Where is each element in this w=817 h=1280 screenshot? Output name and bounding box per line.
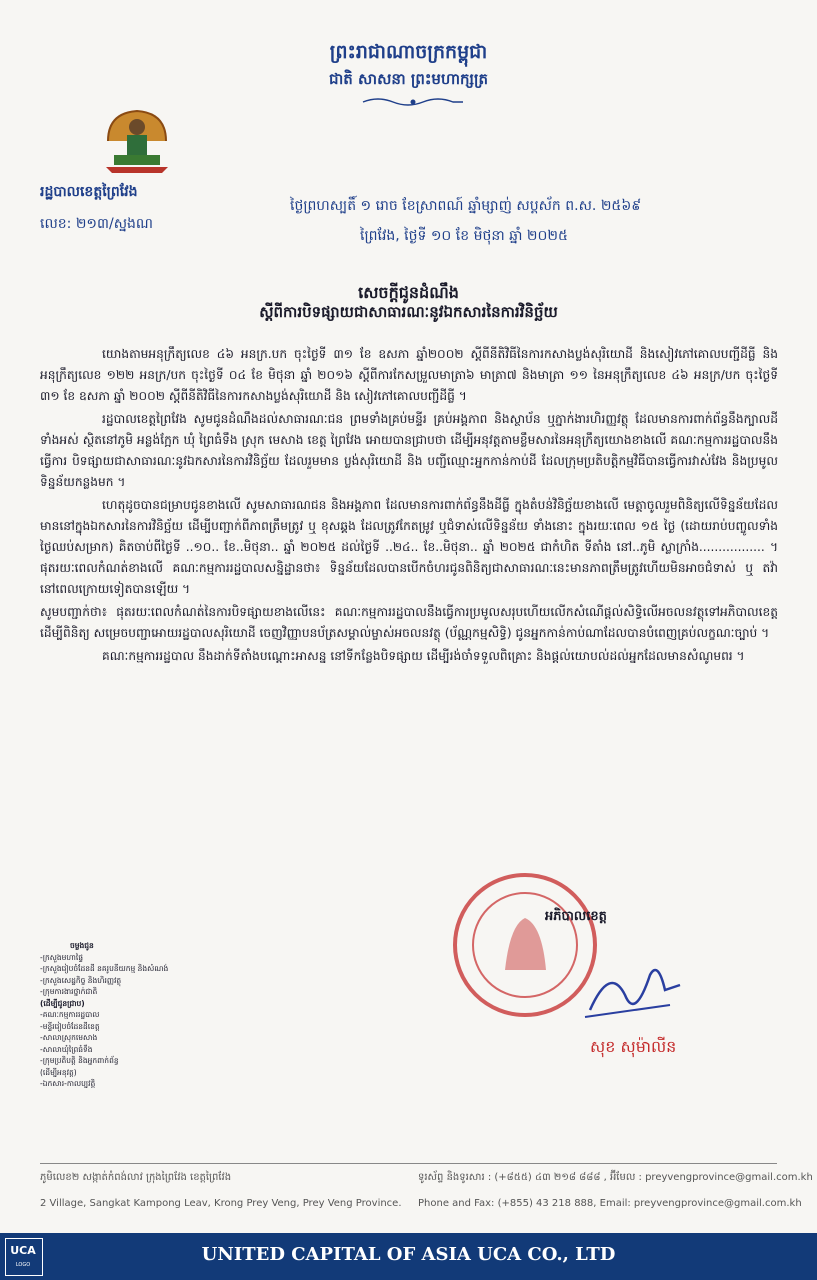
document-body <box>40 344 778 669</box>
footer-address-en: 2 Village, Sangkat Kampong Leav, Krong Prey Veng, Prey Veng Province. <box>40 1198 402 1209</box>
footer-contact-en: Phone and Fax: (+855) 43 218 888, Email: preyvengprovince@gmail.com.kh <box>418 1198 802 1209</box>
body-paragraph: ហេតុដូចបានជម្រាបជូនខាងលើ សូមសាធារណជន និងអង្គភាព ដែលមានការពាក់ព័ន្ធនឹងដីធ្លី ក្នុងតំបន់វិនិច្ឆ័យខាងលើ មេត្តាចូលរួមពិនិត្យលើទិន្នន័យដែលមាននៅក្នុងឯកសារនៃការវិនិច្ឆ័យ ដើម្បីបញ្ជាក់ពីភាពត្រឹមត្រូវ ឬ ខុសឆ្គង ដែលត្រូវកែតម្រូវ ឬជំទាស់លើទិន្នន័យ ទាំងនោះ ក្នុងរយៈពេល ១៥ ថ្ងៃ (ដោយរាប់បញ្ចូលទាំងថ្ងៃឈប់សម្រាក) គិតចាប់ពីថ្ងៃទី ..១០.. ខែ..មិថុនា.. ឆ្នាំ ២០២៥ ដល់ថ្ងៃទី ..២៤.. ខែ..មិថុនា.. ឆ្នាំ ២០២៥ ជាកំហិត ទីតាំង នៅ..ភូមិ ស្លាក្រាំង................. ។ ផុតរយៈពេលកំណត់ខាងលើ គណៈកម្មការរដ្ឋបាលសន្និដ្ឋានថា៖ ទិន្នន័យដែលបានបើកចំហរជូនពិនិត្យជាសាធារណៈនេះមានភាពត្រឹមត្រូវហើយមិនអាចជំទាស់ ឬ តវ៉ានៅពេលក្រោយទៀតបានឡើយ ។ <box>40 498 778 596</box>
cc-item: -មន្ទីររៀបចំដែនដីខេត្ត <box>40 1021 100 1031</box>
document-subtitle: ស្តីពីការបិទផ្សាយជាសាធារណៈនូវឯកសារនៃការវិនិច្ឆ័យ <box>259 303 558 321</box>
reference-number: លេខ: ២១៣/ស្នងណ <box>40 216 154 232</box>
body-paragraph: រដ្ឋបាលខេត្តព្រៃវែង សូមជូនដំណឹងដល់សាធារណៈជន ព្រមទាំងគ្រប់មន្ទីរ គ្រប់អង្គភាព និងស្ថាប័ន ឬភ្នាក់ងារហិរញ្ញវត្ថុ ដែលមានការពាក់ព័ន្ធនឹងក្បាលដីទាំងអស់ ស្ថិតនៅភូមិ អន្លង់ក្អែក ឃុំ ព្រៃធំទឹង ស្រុក មេសាង ខេត្ត ព្រៃវែង អោយបានជ្រាបថា ដើម្បីអនុវត្តតាមខ្លឹមសារនៃអនុក្រឹត្យយោងខាងលើ គណៈកម្មការរដ្ឋបាលនឹងធ្វើការ បិទផ្សាយជាសាធារណៈនូវឯកសារនៃការវិនិច្ឆ័យ ដែលរួមមាន ប្លង់សុរិយោដី និង បញ្ជីឈ្មោះអ្នកកាន់កាប់ដី ដែលក្រុមប្រតិបត្តិកម្មវិធីបានធ្វើការវាស់វែង និងប្រមូលទិន្នន័យកន្លងមក ។ <box>40 412 778 489</box>
signatory-name: សុខ សុម៉ាលីន <box>590 1037 677 1056</box>
provincial-emblem-icon <box>100 105 174 177</box>
document-title: សេចក្តីជូនដំណឹង <box>358 283 459 302</box>
cc-item: -ក្រសួងរៀបចំដែនដី នគរូបនីយកម្ម និងសំណង់ <box>40 964 169 973</box>
footer-address-kh: ភូមិលេខ២ សង្កាត់កំពង់លាវ ក្រុងព្រៃវែង ខេត្តព្រៃវែង <box>40 1172 232 1183</box>
footer-divider <box>40 1163 777 1164</box>
kingdom-heading: ព្រះរាជាណាចក្រកម្ពុជា <box>329 41 488 63</box>
cc-item: -គណៈកម្មការរដ្ឋបាល <box>40 1010 100 1019</box>
uca-logo-text: UCA <box>10 1244 36 1257</box>
ornament-divider-icon <box>358 96 468 108</box>
issuing-authority: រដ្ឋបាលខេត្តព្រៃវែង <box>40 184 138 200</box>
cc-item: (ដើម្បីជូនជ្រាប) <box>40 998 85 1008</box>
cc-item: -សាលាឃុំព្រៃធំទឹង <box>40 1044 93 1054</box>
cc-item: -ក្រសួងមហាផ្ទៃ <box>40 952 84 962</box>
cc-list <box>40 940 168 1090</box>
cc-item: -ក្រុមការងារថ្នាក់ជាតិ <box>40 987 98 996</box>
uca-logo-subtext: LOGO <box>15 1262 31 1268</box>
cc-item: -សាលាស្រុកមេសាង <box>40 1033 98 1042</box>
company-name: UNITED CAPITAL OF ASIA UCA CO., LTD <box>201 1244 616 1265</box>
official-seal-icon <box>450 870 600 1020</box>
body-paragraph: គណៈកម្មការរដ្ឋបាល នឹងដាក់ទីតាំងបណ្តោះអាសន្ន នៅទីកន្លែងបិទផ្សាយ ដើម្បីរង់ចាំទទួលពិគ្រោះ និងផ្តល់យោបល់ដល់អ្នកដែលមានសំណូមពរ ។ <box>102 649 745 663</box>
national-motto: ជាតិ សាសនា ព្រះមហាក្សត្រ <box>329 70 488 88</box>
cc-item: -ក្រុមប្រតិបត្តិ និងអ្នកពាក់ព័ន្ធ <box>40 1056 119 1065</box>
body-paragraph: សូមបញ្ជាក់ថា៖ ផុតរយៈពេលកំណត់នៃការបិទផ្សាយខាងលើនេះ គណៈកម្មការរដ្ឋបាលនឹងធ្វើការប្រមូលសរុបហើយលើកសំណើផ្តល់សិទ្ធិលើអចលនវត្ថុទៅអភិបាលខេត្ត ដើម្បីពិនិត្យ សម្រេចបញ្ជាអោយរដ្ឋបាលសុរិយោដី ចេញវិញ្ញាបនប័ត្រសម្គាល់ម្ចាស់អចលនវត្ថុ (ប័ណ្ណកម្មសិទ្ធិ) ជូនអ្នកកាន់កាប់ណាដែលបានបំពេញគ្រប់លក្ខណៈច្បាប់ ។ <box>40 605 778 640</box>
cc-item: (ដើម្បីអនុវត្ត) <box>40 1067 77 1077</box>
body-paragraph: យោងតាមអនុក្រឹត្យលេខ ៤៦ អនក្រ.បក ចុះថ្ងៃទី ៣១ ខែ ឧសភា ឆ្នាំ២០០២ ស្តីពីនីតិវិធីនៃការកសាងប្លង់សុរិយោដី និងសៀវភៅគោលបញ្ជីដីធ្លី និង អនុក្រឹត្យលេខ ១២២ អនក្រ/បក ចុះថ្ងៃទី ០៤ ខែ មិថុនា ឆ្នាំ ២០១៦ ស្តីពីការកែសម្រួលមាត្រា៦ មាត្រា៧ និងមាត្រា ១១ នៃអនុក្រឹត្យលេខ ៤៦ អនក្រ/បក ចុះថ្ងៃទី ៣១ ខែ ឧសភា ឆ្នាំ ២០០២ ស្តីពីនីតិវិធីនៃការកសាងប្លង់សុរិយោដី និង សៀវភៅគោលបញ្ជីដីធ្លី ។ <box>40 347 778 403</box>
lunar-date: ថ្ងៃព្រហស្បតិ៍ ១ រោច ខែស្រាពណ៍ ឆ្នាំម្សាញ់ សប្តស័ក ព.ស. ២៥៦៩ <box>290 198 642 214</box>
signature-icon <box>580 955 690 1025</box>
footer-contact-kh: ទូរស័ព្ទ និងទូរសារ : (+៨៥៥) ៤៣ ២១៨ ៨៨៨ , អ៊ីមែល : preyvengprovince@gmail.com.kh <box>418 1172 813 1183</box>
signatory-title: អភិបាលខេត្ត <box>545 909 607 924</box>
date-line: ព្រៃវែង, ថ្ងៃទី ១០ ខែ មិថុនា ឆ្នាំ ២០២៥ <box>360 228 568 244</box>
cc-heading: ចម្លងជូន <box>70 941 94 950</box>
cc-item: -ឯកសារ-កាលប្បវត្តិ <box>40 1079 96 1088</box>
cc-item: -ក្រសួងសេដ្ឋកិច្ច និងហិរញ្ញវត្ថុ <box>40 975 122 985</box>
